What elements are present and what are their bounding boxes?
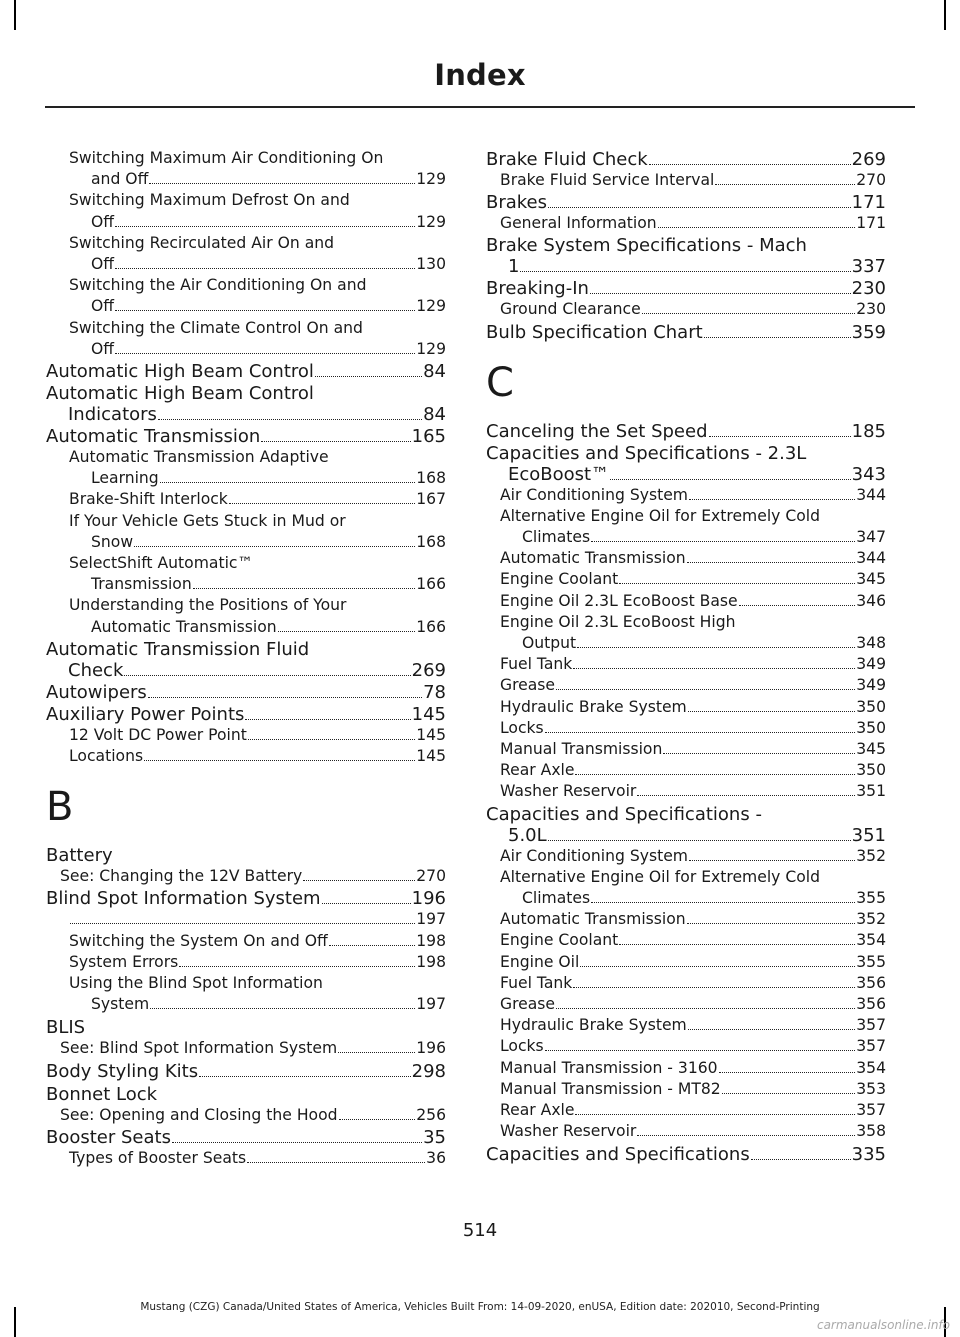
index-entry-text: Learning [91,469,159,488]
index-subentry[interactable] [46,148,446,190]
dot-leader [610,479,851,480]
index-page-number: 84 [423,404,446,426]
index-heading: BLIS [46,1017,86,1039]
index-subentry[interactable] [46,973,446,1015]
index-entry-text: Brake Fluid Service Interval [500,171,715,189]
index-entry[interactable] [46,639,446,681]
index-page-number: 185 [851,420,886,442]
index-subentry[interactable] [486,675,886,696]
index-page-number: 348 [856,634,886,653]
dot-leader [144,760,415,761]
index-entry[interactable] [486,1144,886,1165]
index-subentry[interactable] [486,973,886,994]
index-entry-text: Brake Fluid Check [486,149,648,170]
index-entry-text: Capacities and Specifications [486,1143,750,1165]
index-page-number: 256 [416,1105,446,1124]
index-page-number: 356 [856,995,886,1014]
index-page-number: 349 [856,676,886,695]
index-page-number: 166 [416,617,446,636]
index-entry-text: Snow [91,532,134,551]
index-subentry[interactable] [46,725,446,746]
dot-leader [556,1008,855,1009]
index-entry-text: Capacities and Specifications - 2.3L [486,442,807,464]
dot-leader [115,310,415,311]
index-subentry[interactable] [46,909,446,930]
index-subentry[interactable] [46,275,446,317]
index-page-number: 130 [416,255,446,274]
index-entry-text: Switching Recirculated Air On and [69,233,335,252]
dot-leader [689,860,855,861]
index-subentry[interactable] [486,718,886,739]
index-subentry[interactable] [486,994,886,1015]
dot-leader [637,1135,855,1136]
index-entry-text: Rear Axle [500,761,575,780]
dot-leader [199,1076,411,1077]
index-entry[interactable] [486,443,886,485]
index-subentry[interactable] [486,170,886,191]
index-entry-text: Engine Oil [500,952,580,971]
index-column-left [46,148,446,1169]
index-heading: Battery [46,845,113,867]
index-entry-text: EcoBoost™ [508,463,610,485]
index-page-number: 129 [416,339,446,358]
index-entry-text: Using the Blind Spot Information [69,974,323,993]
index-subentry[interactable] [486,781,886,802]
dot-leader [247,1162,425,1163]
index-subentry[interactable] [46,318,446,360]
dot-leader [709,436,851,437]
index-subentry[interactable] [486,1121,886,1142]
index-subentry[interactable] [486,1058,886,1079]
index-entry-text: General Information [500,214,657,233]
index-page-number: 166 [416,575,446,594]
dot-leader [739,605,856,606]
crop-mark [944,0,946,30]
header-divider [45,106,915,108]
index-entry[interactable] [46,1061,446,1082]
dot-leader [172,1142,422,1143]
index-entry-text: Auxiliary Power Points [46,703,245,725]
dot-leader [115,353,415,354]
index-page-number: 350 [856,718,886,737]
index-subentry[interactable] [486,548,886,569]
index-subentry[interactable] [486,867,886,909]
index-subentry[interactable] [486,909,886,930]
index-page-number: 344 [856,485,886,504]
index-subentry[interactable] [486,654,886,675]
index-entry-text: Grease [500,676,556,695]
index-page-number: 350 [856,697,886,716]
index-entry-text: Canceling the Set Speed [486,420,708,442]
index-entry-text: Booster Seats [46,1126,171,1148]
index-subentry[interactable] [486,506,886,548]
index-subentry[interactable] [46,952,446,973]
index-entry-text: Manual Transmission [500,740,663,759]
index-entry-text: System [91,995,150,1014]
dot-leader [687,562,856,563]
index-page-number: 345 [856,740,886,759]
index-entry-text: Alternative Engine Oil for Extremely Cold [500,867,821,886]
index-entry-text: Bulb Specification Chart [486,321,703,343]
index-subentry[interactable] [46,233,446,275]
index-entry[interactable] [46,426,446,447]
index-entry-text: Air Conditioning System [500,485,689,504]
dot-leader [642,313,856,314]
dot-leader [338,1052,415,1053]
index-entry[interactable] [486,421,886,442]
dot-leader [160,482,416,483]
index-page-number: 168 [416,532,446,551]
index-entry-text: Climates [522,889,591,908]
index-entry-text: SelectShift Automatic™ [69,554,254,573]
index-entry-text: Output [522,634,577,653]
dot-leader [688,711,855,712]
index-page-number: 269 [411,659,446,681]
dot-leader [158,419,422,420]
index-page-number: 84 [423,361,446,383]
index-subentry[interactable] [46,190,446,232]
index-page-number: 344 [856,549,886,568]
index-column-right [486,148,886,1165]
dot-leader [124,675,410,676]
index-page-number: 168 [416,469,446,488]
index-entry-text: Off [91,212,115,231]
index-subentry[interactable] [46,866,446,887]
index-entry-text: Fuel Tank [500,655,573,674]
index-entry-text: Automatic Transmission Fluid [46,638,310,660]
index-page-number: 145 [411,703,446,725]
dot-leader [591,541,855,542]
index-page-number: 357 [856,1016,886,1035]
index-subentry[interactable] [46,595,446,637]
dot-leader [704,337,851,338]
index-entry-text: Switching Maximum Defrost On and [69,191,350,210]
index-entry-text: Climates [522,528,591,547]
dot-leader [722,1093,856,1094]
index-entry-text: Switching the System On and Off [69,931,328,950]
dot-leader [575,774,855,775]
dot-leader [339,1119,416,1120]
index-entry[interactable] [46,682,446,703]
dot-leader [278,631,416,632]
index-page-number: 353 [856,1079,886,1098]
index-entry-text: Manual Transmission - MT82 [500,1079,721,1098]
dot-leader [245,719,410,720]
index-entry-text: Off [91,297,115,316]
dot-leader [573,987,855,988]
dot-leader [548,840,851,841]
index-entry-text: 12 Volt DC Power Point [69,725,247,744]
dot-leader [329,945,416,946]
index-page-number: 359 [851,321,886,343]
index-page-number: 230 [851,278,886,300]
index-entry-text: Automatic Transmission [500,549,686,568]
index-entry-text: Washer Reservoir [500,1122,637,1141]
index-page-number: 346 [856,591,886,610]
index-subentry[interactable] [486,612,886,654]
index-page-number: 350 [856,761,886,780]
dot-leader [150,1008,415,1009]
index-page-number: 129 [416,297,446,316]
dot-leader [545,1050,856,1051]
index-subentry[interactable] [486,213,886,234]
index-page-number: 357 [856,1037,886,1056]
index-entry-text: Grease [500,995,556,1014]
index-entry-text: Alternative Engine Oil for Extremely Cold [500,506,821,525]
dot-leader [715,184,855,185]
index-page-number: 343 [851,463,886,485]
dot-leader [548,207,851,208]
index-page-number: 35 [423,1126,446,1148]
index-entry-text: Understanding the Positions of Your [69,596,347,615]
index-page-number: 357 [856,1101,886,1120]
dot-leader [229,503,415,504]
index-entry[interactable] [46,361,446,382]
index-entry-text: See: Blind Spot Information System [60,1039,338,1058]
index-subentry[interactable] [486,1015,886,1036]
dot-leader [649,164,851,165]
dot-leader [115,268,415,269]
dot-leader [115,226,415,227]
index-entry[interactable] [486,804,886,846]
watermark: carmanualsonline.info [816,1318,950,1332]
index-page-number: 356 [856,973,886,992]
dot-leader [193,588,416,589]
index-entry[interactable] [46,383,446,425]
dot-leader [261,441,410,442]
index-subentry[interactable] [486,569,886,590]
index-page-number: 196 [416,1039,446,1058]
dot-leader [573,668,855,669]
index-page-number: 351 [851,824,886,846]
index-entry-text: Automatic Transmission Adaptive [69,448,329,467]
dot-leader [315,376,422,377]
index-page-number: 335 [851,1143,886,1165]
index-subentry[interactable] [486,299,886,320]
index-entry-text: System Errors [69,952,179,971]
index-entry-text: Brake System Specifications - Mach [486,235,807,257]
index-entry-text: Air Conditioning System [500,846,689,865]
index-page-number: 198 [416,931,446,950]
index-page-number: 165 [411,426,446,448]
index-section-letter: C [486,359,514,406]
index-subentry[interactable] [486,930,886,951]
index-entry-text: Locations [69,747,144,766]
index-entry-text: Automatic High Beam Control [46,361,314,383]
index-entry-text: Capacities and Specifications - [486,803,762,825]
dot-leader [134,546,415,547]
index-page-number: 270 [856,171,886,189]
index-entry[interactable] [486,149,886,170]
index-subentry[interactable] [486,697,886,718]
index-entry-text: See: Opening and Closing the Hood [60,1105,338,1124]
index-page-number: 145 [416,747,446,766]
index-page-number: 198 [416,952,446,971]
dot-leader [619,583,855,584]
dot-leader [689,499,855,500]
index-subentry[interactable] [46,489,446,510]
index-subentry[interactable] [46,553,446,595]
crop-mark [14,0,16,30]
index-page-number: 347 [856,528,886,547]
index-page-number: 78 [423,681,446,703]
index-entry-text: Locks [500,1037,544,1056]
dot-leader [663,753,855,754]
index-page-number: 355 [856,952,886,971]
dot-leader [637,795,855,796]
index-entry-text: Blind Spot Information System [46,888,321,910]
index-subentry[interactable] [486,760,886,781]
index-subentry[interactable] [46,746,446,767]
index-page-number: 171 [851,192,886,214]
index-subentry[interactable] [486,1036,886,1057]
index-entry-text: Engine Coolant [500,931,619,950]
dot-leader [591,902,855,903]
index-entry-text: Manual Transmission - 3160 [500,1058,718,1077]
index-entry-text: Check [68,659,124,681]
index-page-number: 197 [416,995,446,1014]
index-entry[interactable] [46,888,446,909]
index-entry[interactable] [486,322,886,343]
index-entry-text: Rear Axle [500,1101,575,1120]
index-page-number: 167 [416,490,446,509]
index-subentry[interactable] [486,591,886,612]
index-entry[interactable] [486,235,886,277]
index-entry-text: Brake-Shift Interlock [69,490,228,509]
index-subentry[interactable] [46,1038,446,1059]
footer-text: Mustang (CZG) Canada/United States of America, Vehicles Built From: 14-09-2020, enUSA, Edition date: 202010, Second-Printing [140,1301,820,1313]
dot-leader [619,944,855,945]
index-entry-text: Washer Reservoir [500,782,637,801]
index-page-number: 145 [416,725,446,744]
index-entry-text: Automatic Transmission [46,426,261,448]
index-entry-text: Off [91,339,115,358]
index-page-number: 354 [856,931,886,950]
index-page-number: 196 [411,888,446,910]
dot-leader [719,1072,856,1073]
page-number: 514 [462,1220,498,1241]
index-entry-text: Ground Clearance [500,300,641,319]
index-heading: Bonnet Lock [46,1083,158,1105]
index-page-number: 355 [856,889,886,908]
dot-leader [687,923,856,924]
index-page-number: 351 [856,782,886,801]
dot-leader [148,697,422,698]
index-section-letter: B [46,784,74,831]
dot-leader [248,739,415,740]
index-entry-text: Switching the Air Conditioning On and [69,276,367,295]
dot-leader [575,1114,855,1115]
index-page-number: 36 [426,1148,446,1167]
index-entry-text: Switching Maximum Air Conditioning On [69,149,384,167]
index-subentry[interactable] [486,1079,886,1100]
index-entry-text: Automatic Transmission [91,617,277,636]
index-entry-text: Automatic High Beam Control [46,383,314,405]
index-entry-text: Brakes [486,192,548,214]
dot-leader [179,966,415,967]
dot-leader [149,183,415,184]
index-subentry[interactable] [486,1100,886,1121]
index-page-number: 358 [856,1122,886,1141]
index-entry-text: Off [91,255,115,274]
index-page-number: 129 [416,170,446,189]
index-page-number: 345 [856,570,886,589]
page-title: Index [434,58,526,92]
index-entry-text: See: Changing the 12V Battery [60,867,303,886]
index-subentry[interactable] [46,447,446,489]
index-page-number: 269 [851,149,886,170]
dot-leader [590,293,851,294]
dot-leader [658,227,856,228]
index-entry-text: Body Styling Kits [46,1060,199,1082]
index-page-number: 197 [416,910,446,929]
index-entry-text: Transmission [91,575,192,594]
dot-leader [751,1159,851,1160]
index-page-number: 171 [856,214,886,233]
index-page-number: 337 [851,256,886,278]
index-entry-text: 1 [508,256,520,278]
index-entry-text: Engine Oil 2.3L EcoBoost Base [500,591,738,610]
index-entry-text: and Off [91,170,149,189]
index-subentry[interactable] [46,1148,446,1169]
index-subentry[interactable] [46,511,446,553]
index-subentry[interactable] [486,485,886,506]
index-page-number: 270 [416,867,446,886]
index-subentry[interactable] [46,931,446,952]
index-page-number: 129 [416,212,446,231]
dot-leader [303,880,415,881]
index-subentry[interactable] [486,739,886,760]
index-entry-text: Locks [500,718,544,737]
dot-leader [70,923,415,924]
index-page-number: 230 [856,300,886,319]
index-page-number: 352 [856,846,886,865]
index-entry[interactable] [486,278,886,299]
index-entry-text: If Your Vehicle Gets Stuck in Mud or [69,511,346,530]
index-entry-text: Types of Booster Seats [69,1148,247,1167]
dot-leader [688,1029,855,1030]
dot-leader [580,966,855,967]
dot-leader [520,271,850,272]
index-entry-text: Hydraulic Brake System [500,1016,687,1035]
index-entry-text: Engine Oil 2.3L EcoBoost High [500,612,736,631]
index-entry[interactable] [46,704,446,725]
index-entry-text: Engine Coolant [500,570,619,589]
dot-leader [577,647,855,648]
index-entry-text: 5.0L [508,824,547,846]
index-page-number: 352 [856,910,886,929]
index-entry-text: Breaking-In [486,278,589,300]
index-subentry[interactable] [46,1105,446,1126]
index-page-number: 349 [856,655,886,674]
index-page-number: 354 [856,1058,886,1077]
index-entry[interactable] [486,192,886,213]
index-entry-text: Switching the Climate Control On and [69,318,363,337]
dot-leader [556,689,855,690]
index-entry-text: Hydraulic Brake System [500,697,687,716]
index-entry-text: Indicators [68,404,157,426]
index-entry-text: Automatic Transmission [500,910,686,929]
index-entry-text: Fuel Tank [500,973,573,992]
index-subentry[interactable] [486,846,886,867]
index-entry-text: Autowipers [46,681,147,703]
index-subentry[interactable] [486,952,886,973]
dot-leader [322,903,411,904]
index-page-number: 298 [411,1060,446,1082]
index-entry[interactable] [46,1127,446,1148]
dot-leader [545,732,856,733]
